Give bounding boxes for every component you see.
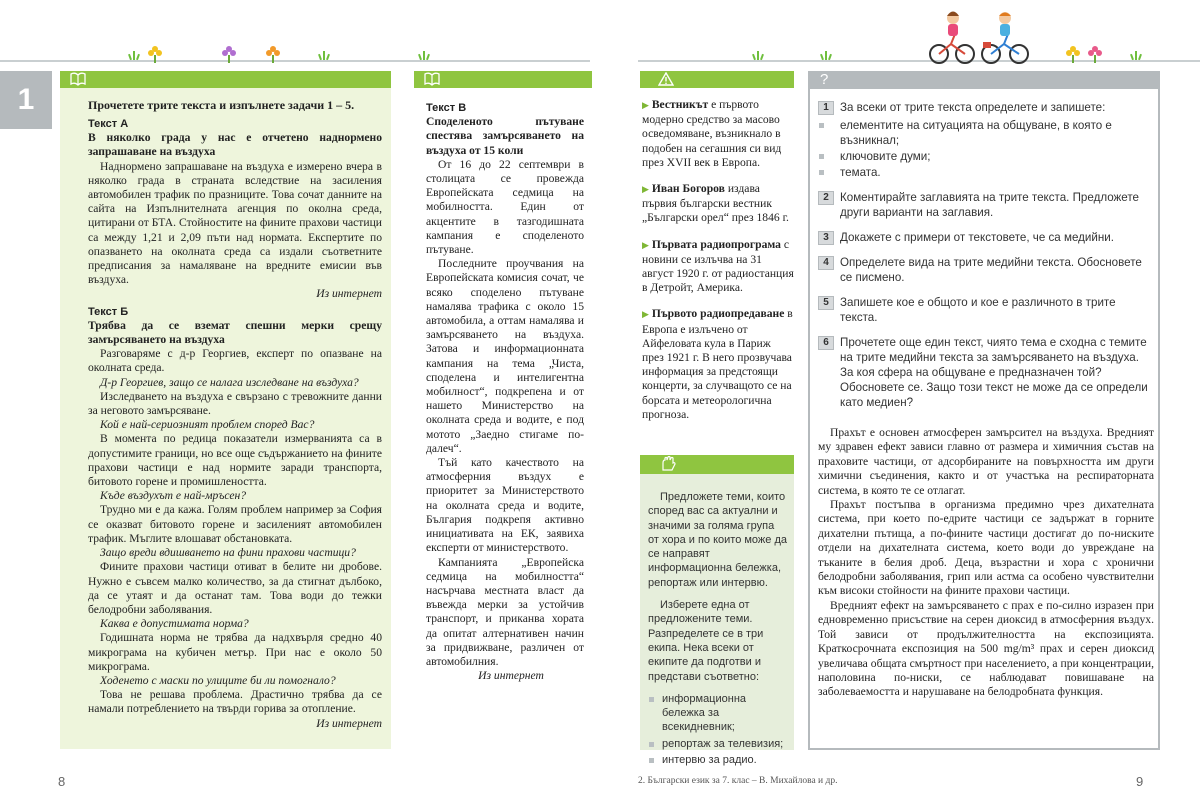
question-number: 3 (818, 231, 834, 245)
list-item: темата. (840, 165, 1154, 180)
arrow-icon: ▶ (642, 240, 649, 251)
text-b-question: Каква е допустимата норма? (100, 617, 249, 631)
questions-header-bar (808, 71, 1160, 89)
text-v-paragraph: Тъй като качеството на атмосферния въздух е приоритет за Министерството на околната среда и водите, България подкрепя активно инициативата на ЕК, заявиха експерти от министерството. (426, 456, 584, 555)
text-v-paragraph: Кампанията „Европейска седмица на мобилността“ насърчава местната власт да въвежда мерки за устойчив транспорт, и приканва хората да опитат алтернативен начин за придвижване, различен от автомобилния. (426, 555, 584, 668)
text-v-title: Споделеното пътуване спестява замърсяването на въздуха от 15 коли (426, 115, 584, 157)
text-b-line: Разговаряме с д-р Георгиев, експерт по опазване на околната среда. (88, 347, 382, 375)
arrow-icon: ▶ (642, 101, 649, 111)
question-text: Определете вида на трите медийни текста. Обосновете се писмено. (840, 256, 1142, 284)
text-b-answer: Изследването на въздуха е свързано с тревожните данни за неговото замърсяване. (88, 389, 382, 418)
question-number: 5 (818, 296, 834, 310)
flower-icon (266, 46, 280, 60)
hands-icon (660, 456, 678, 472)
question-item (818, 295, 1154, 325)
grass-icon (318, 51, 332, 60)
flower-icon (1088, 46, 1102, 60)
questions-list (818, 100, 1154, 420)
text-v-column (426, 98, 584, 683)
text-b-question: Защо вреди вдишването на фини прахови частици? (100, 546, 356, 560)
question-text: Докажете с примери от текстовете, че са медийни. (840, 231, 1114, 244)
open-book-icon (424, 72, 440, 86)
group-task-header-bar (640, 455, 794, 474)
extra-paragraph: Вредният ефект на замърсяването с прах е по-силно изразен при едновременно присъствие на серен диоксид в атмосферния въздух. Той зависи от продължителността на експозицията. Краткосрочната експозиция на 500 mg/m³ прах и серен диоксид увеличава общата смъртност при населението, а при концентрации, наполовина по-ниски, се наблюдават повишаване на заболеваемостта и нарушаване на белодробната функция. (818, 598, 1154, 699)
decor-line-left (0, 60, 590, 62)
flower-icon (148, 46, 162, 60)
text-b-answer: Това не решава проблема. Драстично трябва да се намали потреблението на твърди горива за отопление. (88, 688, 382, 716)
text-v-header-bar (414, 71, 592, 88)
group-task (648, 490, 788, 769)
flower-icon (1066, 46, 1080, 60)
question-number: 6 (818, 336, 834, 350)
question-text: Прочетете още един текст, чиято тема е сходна с темите на трите медийни текста за замърсяването на въздуха. За коя сфера на общуване е предназначен той? Обосновете се. Защо този текст не може да се определи като медиен? (840, 336, 1148, 409)
open-book-icon (70, 72, 86, 86)
flower-icon (222, 46, 236, 60)
text-a-heading: Текст А (88, 118, 129, 130)
question-item (818, 255, 1154, 285)
question-item (818, 230, 1154, 245)
facts-list (642, 98, 794, 434)
grass-icon (820, 51, 834, 60)
text-b-answer: Годишната норма не трябва да надхвърля средно 40 микрограма на кубичен метър. При нас е около 50 микрограма. (88, 631, 382, 673)
text-a-paragraph: Наднормено запрашаване на въздуха е измерено вчера в няколко града в страната вследствие на засиления автомобилен трафик по празниците. Това сочат данните на сайта на Изпълнителната агенция по околна среда, цитирани от БТА. Стойностите на фините прахови частици са между 1,21 и 2,09 пъти над нормата. Експертите по опазването на околната среда са издали съответните предписания за намаляване на вредните емисии във въздуха. (88, 159, 382, 287)
page-number-left: 8 (58, 774, 66, 789)
decor-line-right (638, 60, 1200, 62)
text-v-paragraph: Последните проучвания на Европейската комисия сочат, че всяко споделено пътуване намалява трафика с около 15 автомобила, а оттам намалява и замърсяването на въздуха. Затова и информационната кампания на тема „Чиста, споделена и интелигентна мобилност“, подкрепена и от нашето Министерство на околната среда и водите, е под мотото „Заедно стигаме по-далеч“. (426, 257, 584, 455)
question-item (818, 190, 1154, 220)
text-b-answer: В момента по редица показатели измерванията са в допустимите граници, но все още съдържанието на фините прахови частици е над нормите заради транспорта, битовото горене и промишлеността. (88, 432, 382, 489)
question-text: За всеки от трите текста определете и запишете: (840, 101, 1106, 114)
grass-icon (418, 51, 432, 60)
instructions: Прочетете трите текста и изпълнете задачи 1 – 5. (88, 98, 355, 112)
question-text: Коментирайте заглавията на трите текста. Предложете други варианти на заглавия. (840, 191, 1139, 219)
question-text: Запишете кое е общото и кое е различното в трите текста. (840, 296, 1116, 324)
question-number: 1 (818, 101, 834, 115)
kids-cycling-illustration (925, 8, 1035, 66)
question-sublist (840, 118, 1154, 180)
arrow-icon: ▶ (642, 310, 649, 321)
question-item (818, 100, 1154, 180)
chapter-number-tab: 1 (0, 71, 52, 129)
text-b-heading: Текст Б (88, 305, 129, 318)
facts-header-bar (640, 71, 794, 88)
list-item: ключовите думи; (840, 149, 1154, 164)
question-mark-icon: ? (820, 71, 829, 88)
list-item: елементите на ситуацията на общуване, в която е възникнал; (840, 118, 1154, 148)
task-paragraph: Изберете една от предложените теми. Разпределете се в три екипа. Нека всеки от екипите да подготви и представи съответно: (648, 599, 764, 683)
question-number: 4 (818, 256, 834, 270)
extra-paragraph: Прахът постъпва в организма предимно чрез дихателната система, при което по-едрите частици се задържат в горните дихателни пътища, а по-фините частици достигат до по-ниските отдели на дихателната система, което води до увреждане на тъканите в белия дроб. Деца, възрастни и хора с хронични белодробни заболявания, грип или астма са особено чувствителни към високи стойности на фините прахови частици. (818, 498, 1154, 598)
text-a-source: Из интернет (316, 287, 382, 301)
page-number-right: 9 (1136, 774, 1144, 789)
list-item: репортаж за телевизия; (648, 737, 788, 751)
text-ab-header-bar (60, 71, 391, 88)
text-b-question: Д-р Георгиев, защо се налага изследване на въздуха? (100, 375, 359, 389)
text-v-source: Из интернет (478, 669, 544, 683)
text-b-answer: Фините прахови частици отиват в белите ни дробове. Нужно е съвсем малко количество, за да стигнат дълбоко, да се утаят и да останат там. Това води до тежки белодробни заболявания. (88, 560, 382, 616)
warning-icon (658, 72, 674, 86)
text-v-heading: Текст В (426, 102, 467, 114)
text-a-title: В няколко града у нас е отчетено наднормено запрашаване на въздуха (88, 131, 382, 159)
fact-item: ▶ Първото радиопредаване в Европа е излъчено от Айфеловата кула в Париж през 1921 г. В него прозвучава информация за предстоящи концерти, за случващото се на борсата и метеорологична прогноза. (642, 307, 793, 421)
task-paragraph: Предложете теми, които според вас са актуални и значими за голяма група от хора и по които може да се направят информационна бележка, репортаж или интервю. (648, 491, 787, 589)
text-b-question: Кой е най-сериозният проблем според Вас? (100, 418, 315, 432)
question-number: 2 (818, 191, 834, 205)
extra-text (818, 426, 1154, 700)
list-item: интервю за радио. (648, 753, 788, 767)
text-b-source: Из интернет (316, 716, 382, 730)
text-b-title: Трябва да се вземат спешни мерки срещу замърсяването на въздуха (88, 318, 382, 347)
text-b-question: Ходенето с маски по улиците би ли помогнало? (100, 673, 336, 687)
text-ab-column (88, 98, 382, 731)
list-item: информационна бележка за всекидневник; (648, 692, 788, 735)
text-b-question: Къде въздухът е най-мръсен? (100, 489, 247, 503)
fact-item: ▶ Вестникът е първото модерно средство за масово осведомяване, възникнало в подобен на сегашния си вид през XVII век в Европа. (642, 98, 782, 169)
text-v-paragraph: От 16 до 22 септември в столицата се провежда Европейската седмица на мобилността. Един от акцентите в тазгодишната кампания е споделеното пътуване. (426, 157, 584, 257)
arrow-icon: ▶ (642, 185, 649, 196)
text-b-answer: Трудно ми е да кажа. Голям проблем например за София се оказват битовото горене и засиленият автомобилен трафик. Мъглите влошават обстановката. (88, 503, 382, 545)
extra-paragraph: Прахът е основен атмосферен замърсител на въздуха. Вредният му здравен ефект зависи главно от размера и химичния състав на праховите частици, от адсорбираните на повърхността им други химични съединения, както и от участъка на респираторната система, в която те се отлагат. (818, 426, 1154, 497)
fact-item: ▶ Първата радиопрограма с новини се излъчва на 31 август 1920 г. от радиостанция в Детройт, Америка. (642, 237, 794, 295)
footer-credit: 2. Български език за 7. клас – В. Михайлова и др. (638, 776, 838, 786)
grass-icon (1130, 51, 1144, 60)
task-list (648, 692, 788, 767)
grass-icon (128, 51, 142, 60)
question-item (818, 335, 1154, 410)
fact-item: ▶ Иван Богоров издава първия български вестник „Български орел“ през 1846 г. (642, 182, 789, 225)
grass-icon (752, 51, 766, 60)
